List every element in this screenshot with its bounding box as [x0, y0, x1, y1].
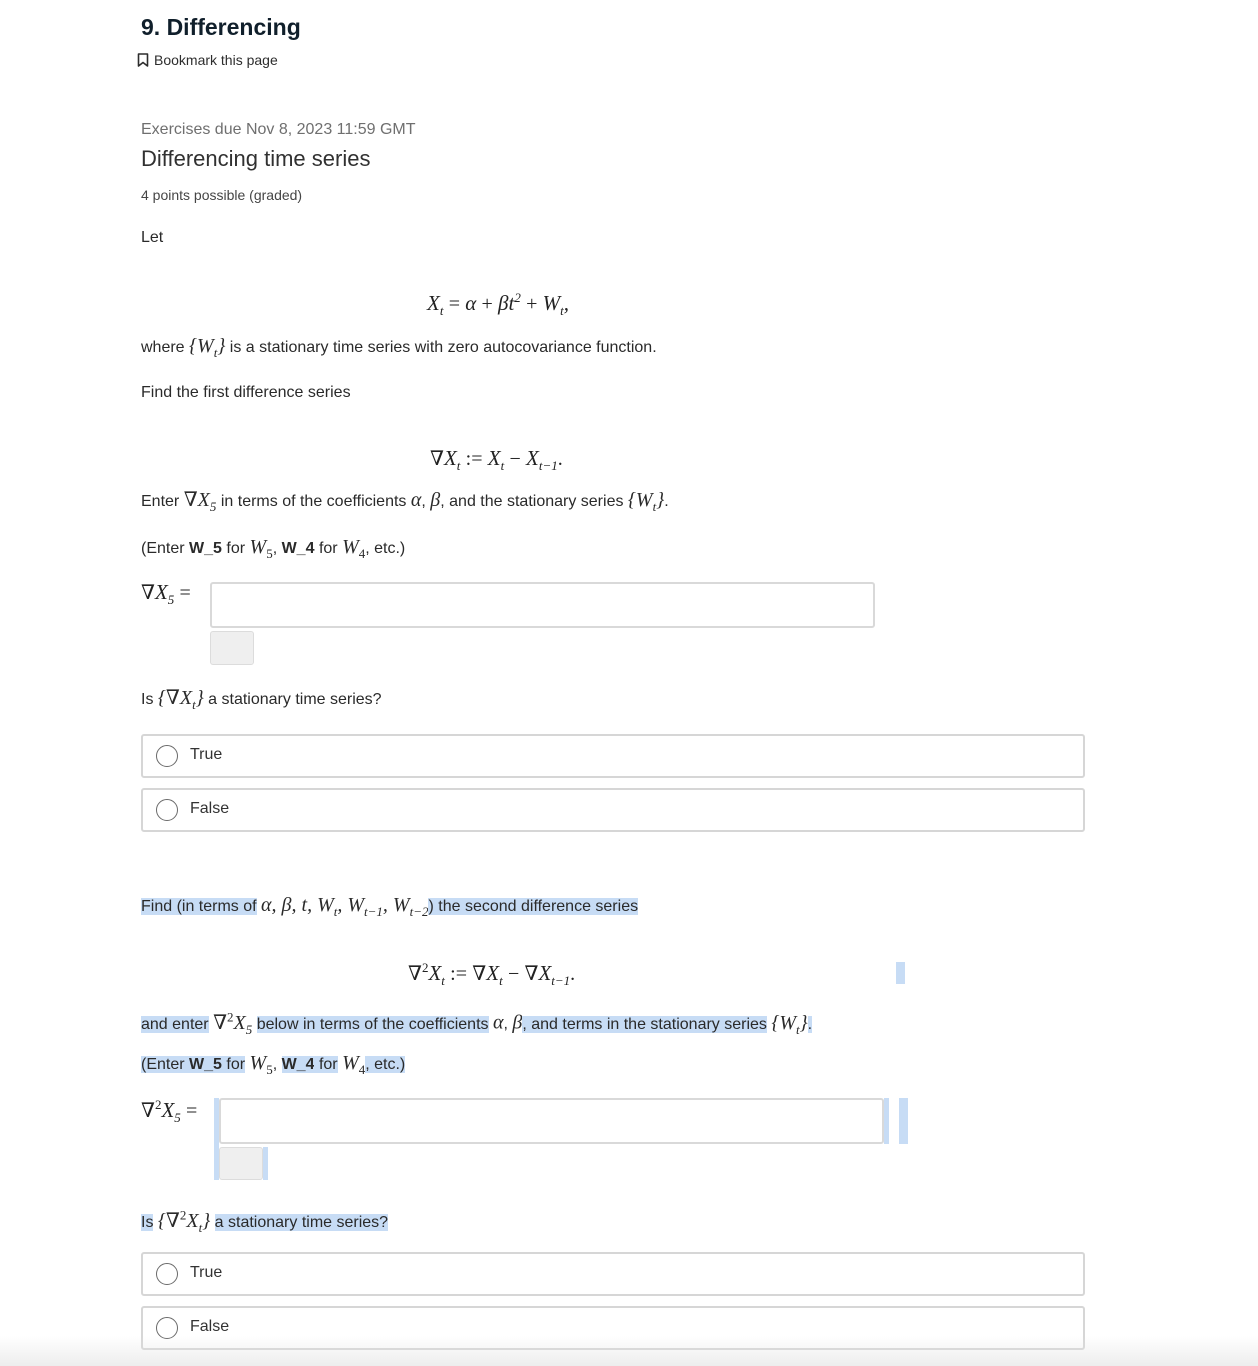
- and-terms: , and terms in the stationary series: [522, 1015, 767, 1033]
- second-difference-input[interactable]: [219, 1098, 884, 1144]
- period-1: .: [664, 493, 669, 510]
- q2-false-label: False: [190, 1318, 230, 1335]
- enter-middle: in terms of the coefficients: [220, 493, 407, 510]
- input-label-nabla-x5: $\nabla X_5$ =: [141, 580, 191, 608]
- for-word-4: for: [318, 1056, 338, 1073]
- due-date: Exercises due Nov 8, 2023 11:59 GMT: [141, 121, 416, 138]
- comma-2: ,: [503, 1015, 508, 1033]
- q1-prefix: Is: [141, 691, 154, 708]
- first-difference-input[interactable]: [210, 582, 875, 628]
- and-enter-text: [141, 1006, 812, 1041]
- page-title: 9. Differencing: [141, 14, 301, 40]
- q2-choice-true[interactable]: [141, 1252, 1085, 1296]
- for-word: for: [226, 540, 246, 557]
- selection-marker-3: [884, 1098, 889, 1144]
- q2-prefix: Is: [141, 1213, 154, 1231]
- w4-code-2: W_4: [281, 1056, 315, 1073]
- q1-true-label: True: [190, 746, 223, 763]
- selection-marker-5: [263, 1147, 268, 1180]
- question-2-text: [141, 1204, 388, 1239]
- math-variable-list: α, β, t, $W_t$, $W_{t-1}$, $W_{t-2}$: [261, 894, 429, 919]
- and-enter-middle: below in terms of the coefficients: [256, 1015, 489, 1033]
- first-preview-button[interactable]: [210, 631, 254, 665]
- w5-code: W_5: [189, 540, 222, 557]
- etc-close-2: , etc.): [365, 1056, 406, 1073]
- comma-1: ,: [421, 493, 426, 510]
- q1-false-label: False: [190, 800, 230, 817]
- and-stationary: , and the stationary series: [440, 493, 624, 510]
- bookmark-icon: [137, 53, 149, 67]
- bookmark-button[interactable]: [137, 52, 278, 68]
- math-w5-2: $W_5$: [249, 1052, 273, 1077]
- q1-radio-true[interactable]: [156, 745, 178, 767]
- math-alpha: α: [410, 489, 422, 511]
- question-1-text: [141, 687, 382, 716]
- equation-second-difference: $\nabla^2X_t$ := $\nabla X_t - \nabla X_{t-1}$.: [408, 960, 576, 989]
- for-word-3: for: [226, 1056, 246, 1073]
- problem-title: Differencing time series: [141, 146, 371, 171]
- math-nabla2-series: $\{\nabla^2X_t\}$: [157, 1207, 211, 1235]
- find-second-prefix: Find (in terms of: [141, 898, 257, 915]
- math-series-w-2: $\{W_t\}$: [627, 489, 665, 514]
- enter-hint-2: (Enter W_5 for $W_5$, W_4 for $W_4$, etc.): [141, 1052, 406, 1077]
- for-word-2: for: [318, 540, 338, 557]
- selection-marker-4: [899, 1098, 908, 1144]
- hint-open: (Enter: [141, 540, 185, 557]
- enter-hint-1: (Enter W_5 for $W_5$, W_4 for $W_4$, etc.): [141, 536, 406, 561]
- bookmark-label: Bookmark this page: [154, 52, 278, 68]
- math-w4-2: $W_4$: [342, 1052, 366, 1077]
- q1-radio-false[interactable]: [156, 799, 178, 821]
- etc-close: , etc.): [365, 540, 406, 557]
- q2-suffix: a stationary time series?: [214, 1213, 389, 1231]
- q2-true-label: True: [190, 1264, 223, 1281]
- q2-choice-false[interactable]: [141, 1306, 1085, 1350]
- math-alpha-2: α: [492, 1011, 504, 1034]
- q2-radio-false[interactable]: [156, 1317, 178, 1339]
- w5-code-2: W_5: [189, 1056, 222, 1073]
- math-beta-2: β: [512, 1011, 523, 1034]
- math-w5: $W_5$: [249, 536, 273, 561]
- enter-first-text: [141, 489, 669, 518]
- enter-prefix: Enter: [141, 493, 180, 510]
- math-series-w: $\{W_t\}$: [189, 335, 226, 360]
- and-enter-prefix: and enter: [141, 1015, 209, 1033]
- hint-2-open: (Enter: [141, 1056, 185, 1073]
- math-series-w-3: $\{W_t\}$: [771, 1011, 808, 1037]
- q1-choice-true[interactable]: [141, 734, 1085, 778]
- intro-text: Let: [141, 229, 164, 246]
- w4-code: W_4: [281, 540, 315, 557]
- math-w4: $W_4$: [342, 536, 366, 561]
- q2-radio-true[interactable]: [156, 1263, 178, 1285]
- points-possible: 4 points possible (graded): [141, 187, 303, 203]
- input-label-nabla2-x5: $\nabla^2X_5$ =: [141, 1097, 198, 1126]
- find-second-suffix: ) the second difference series: [428, 898, 639, 915]
- q1-choice-false[interactable]: [141, 788, 1085, 832]
- q1-suffix: a stationary time series?: [208, 691, 382, 708]
- equation-first-difference: $\nabla X_t$ := $X_t - X_{t-1}$.: [430, 446, 563, 474]
- selection-marker-1: [896, 962, 905, 984]
- math-nabla-series: $\{\nabla X_t\}$: [157, 687, 204, 712]
- equation-model: $X_t = \alpha + \beta t^2 + W_t$,: [427, 290, 569, 319]
- math-nabla2-x5: $\nabla^2X_5$: [213, 1009, 253, 1037]
- period-2: .: [807, 1015, 813, 1033]
- where-suffix: is a stationary time series with zero autocovariance function.: [229, 339, 657, 356]
- where-prefix: where: [141, 339, 185, 356]
- math-nabla-x5: $\nabla X_5$: [183, 489, 217, 514]
- where-text: [141, 335, 657, 364]
- find-second-text: [141, 894, 638, 923]
- second-preview-button[interactable]: [219, 1147, 263, 1180]
- math-beta: β: [430, 489, 441, 511]
- find-first-text: Find the first difference series: [141, 384, 351, 401]
